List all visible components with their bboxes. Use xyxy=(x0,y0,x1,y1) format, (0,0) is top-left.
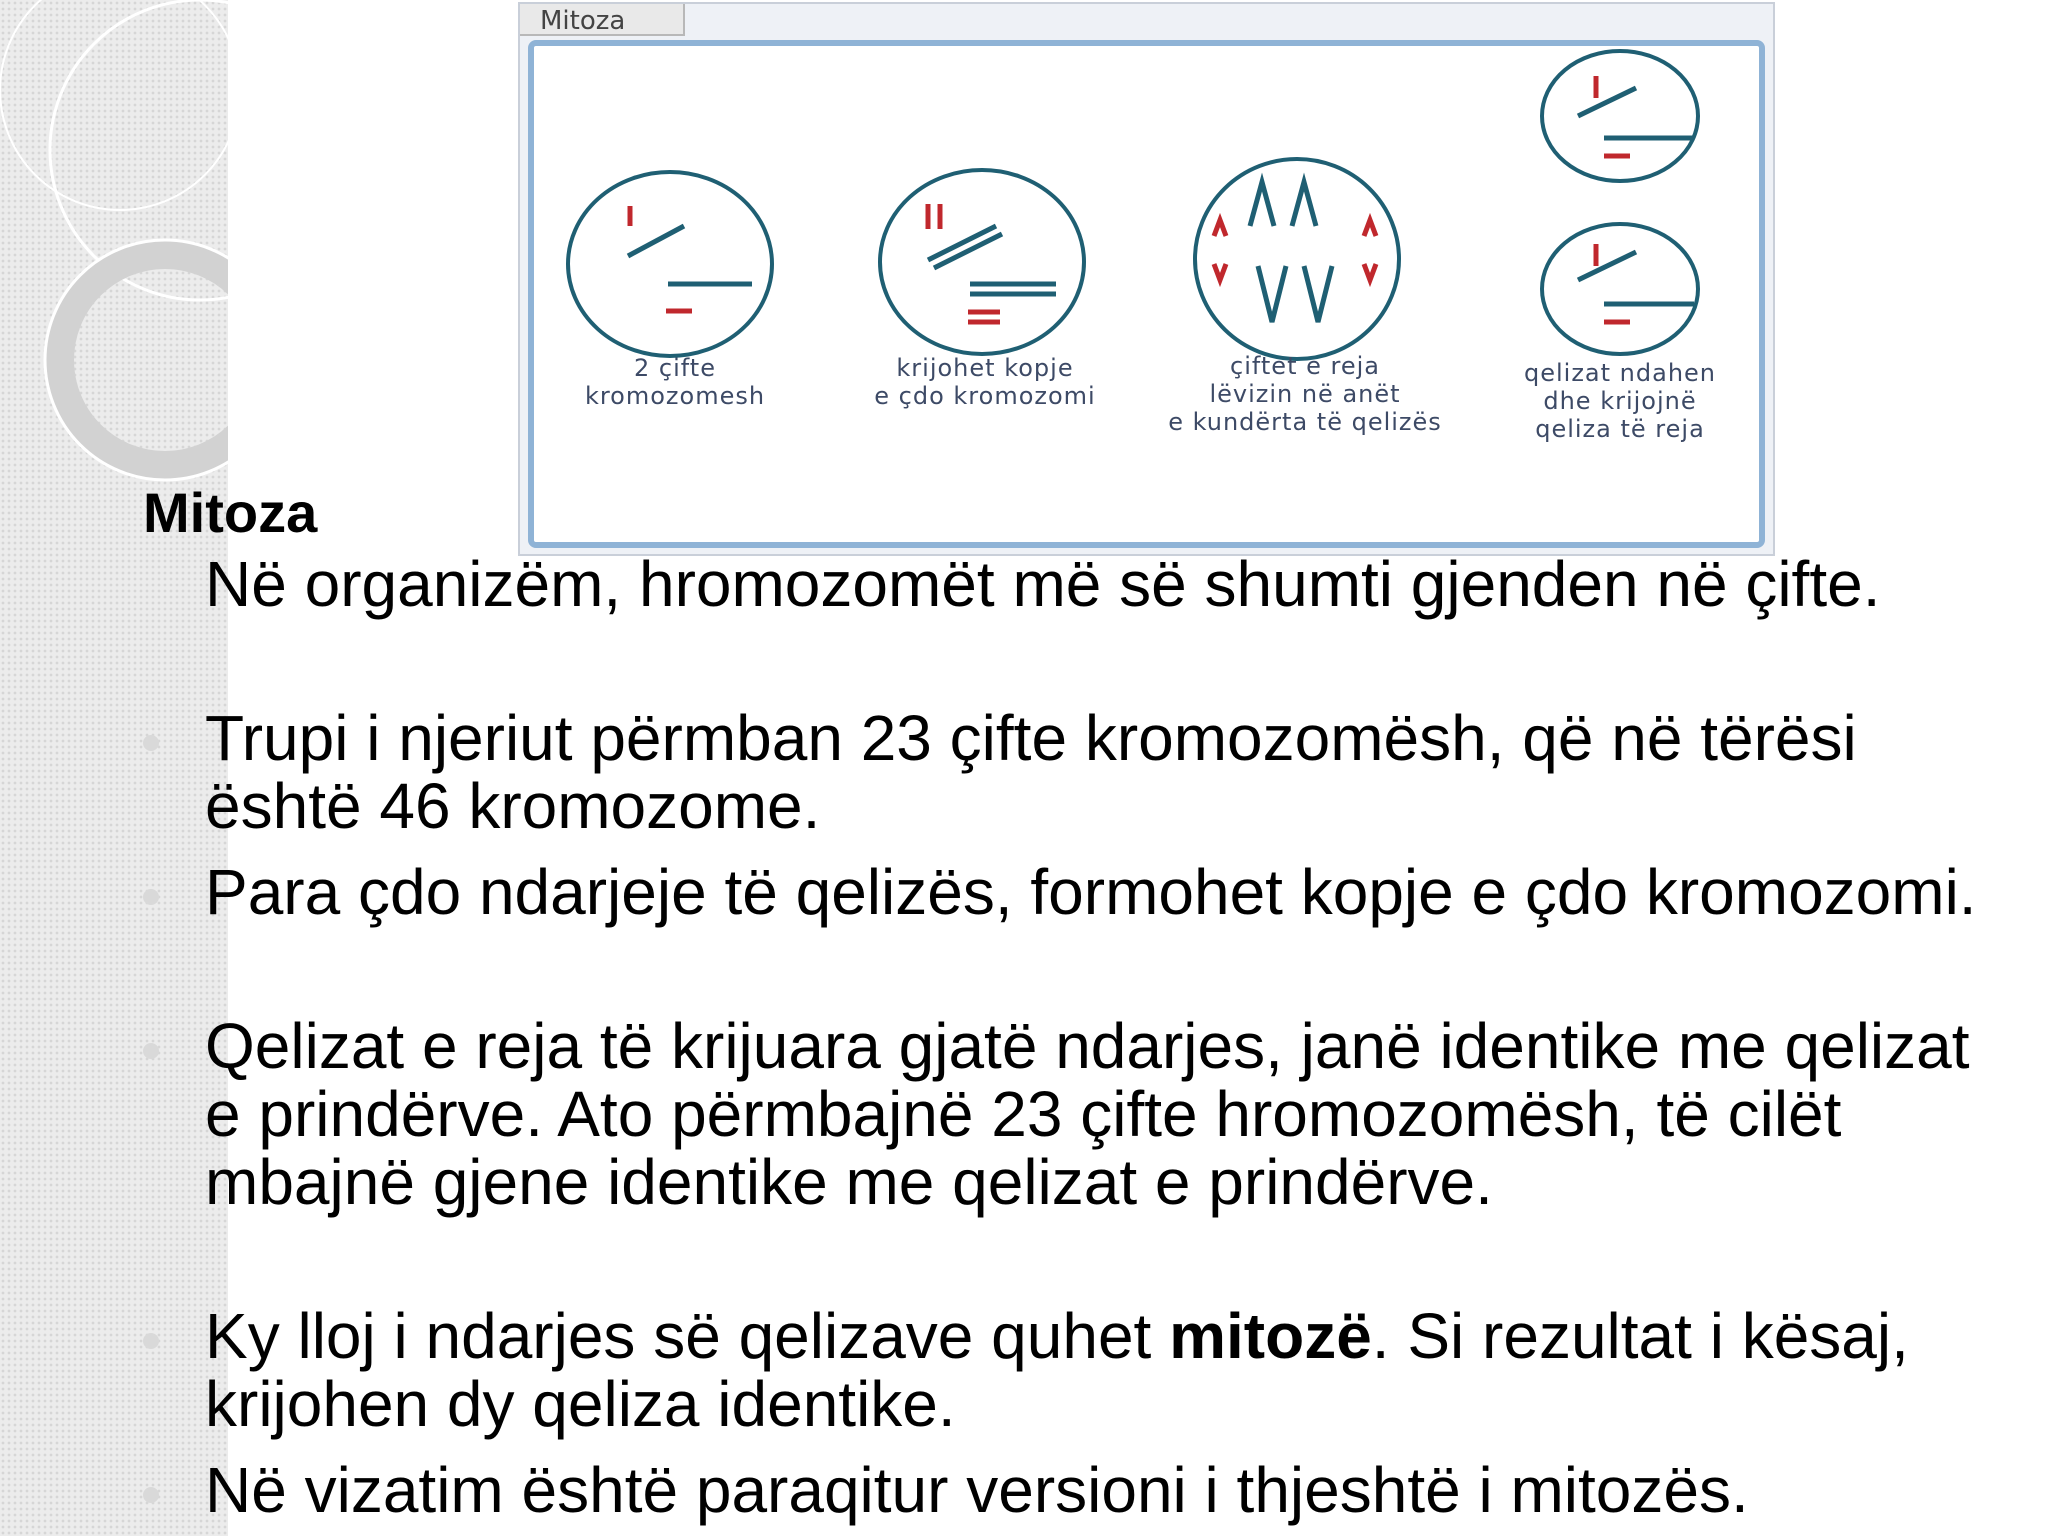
paragraph-4: Qelizat e reja të krijuara gjatë ndarjes, janë identike me qelizat e prindërve. Ato përmbajnë 23 çifte hromozomësh, të cilët mbajnë gjene identike me qelizat e prindërve. xyxy=(205,1010,1970,1218)
cell-2 xyxy=(880,170,1084,354)
paragraph-5 xyxy=(205,1302,2005,1438)
caption-2: krijohet kopje e çdo kromozomi xyxy=(874,354,1096,410)
mitosis-figure xyxy=(518,2,1775,556)
cell-4-top xyxy=(1542,51,1698,181)
cell-4-top-chromosomes xyxy=(1578,76,1694,156)
cell-1-chromosomes xyxy=(628,206,752,311)
bullet-dot xyxy=(143,735,159,751)
caption-4: qelizat ndahen dhe krijojnë qeliza të reja xyxy=(1523,359,1717,443)
bullet-dot xyxy=(143,1043,159,1059)
paragraph-1: Në organizëm, hromozomët më së shumti gjenden në çifte. xyxy=(205,548,1881,620)
paragraph-6: Në vizatim është paraqitur versioni i thjeshtë i mitozës. xyxy=(205,1454,1749,1526)
cell-4-bottom-chromosomes xyxy=(1578,244,1694,322)
bullet-dot xyxy=(143,889,159,905)
cell-3 xyxy=(1195,159,1399,359)
caption-1: 2 çifte kromozomesh xyxy=(584,354,766,410)
figure-tab: Mitoza xyxy=(520,4,685,36)
bullet-dot xyxy=(143,1487,159,1503)
decorative-circles xyxy=(0,0,228,560)
bullet-dot xyxy=(143,1333,159,1349)
mitosis-diagram xyxy=(520,4,1777,558)
cell-4-bottom xyxy=(1542,224,1698,354)
paragraph-2: Trupi i njeriut përmban 23 çifte kromozomësh, që në tërësi është 46 kromozome. xyxy=(205,702,1857,842)
cell-1 xyxy=(568,172,772,356)
paragraph-5-end: . Si rezultat i kësaj, krijohen dy qeliza identike. xyxy=(205,1300,1909,1440)
term-mitoze: mitozë xyxy=(1169,1300,1372,1372)
slide-title: Mitoza xyxy=(143,481,318,544)
paragraph-5-start: Ky lloj i ndarjes së qelizave quhet xyxy=(205,1300,1170,1372)
cell-3-chromosomes xyxy=(1214,182,1376,322)
caption-3: çiftet e reja lëvizin në anët e kundërta të qelizës xyxy=(1168,352,1442,436)
cell-2-chromosomes xyxy=(928,204,1056,322)
paragraph-3: Para çdo ndarjeje të qelizës, formohet kopje e çdo kromozomi. xyxy=(205,856,1977,928)
